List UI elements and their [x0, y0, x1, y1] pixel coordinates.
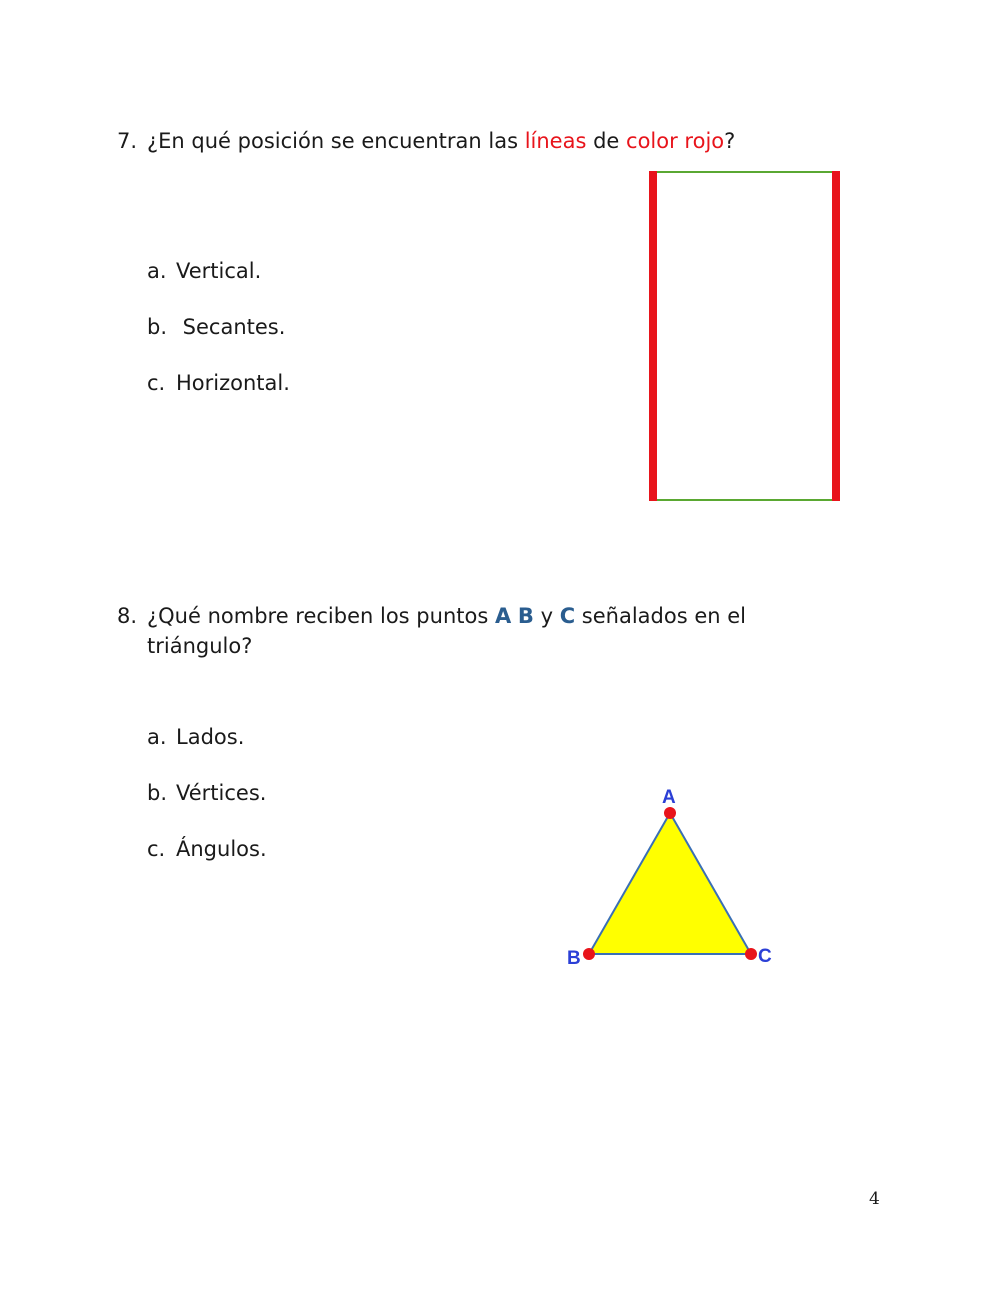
option-letter: b.	[147, 315, 168, 339]
question-7-number: 7.	[117, 129, 138, 153]
vertex-c[interactable]	[745, 948, 757, 960]
vertex-label-b: B	[567, 948, 581, 969]
question-7-text-before: ¿En qué posición se encuentran las	[147, 129, 525, 153]
triangle-figure	[567, 787, 772, 969]
question-8-point-a: A	[494, 604, 512, 628]
green-rectangle	[653, 172, 836, 500]
parallel-lines-figure	[649, 171, 840, 501]
option-text: Vertical.	[176, 259, 262, 283]
question-7-highlight-color-rojo: color rojo	[626, 129, 725, 153]
question-7-text-after: ?	[724, 129, 736, 153]
option-text: Vértices.	[176, 781, 267, 805]
yellow-triangle	[589, 813, 751, 954]
option-text: Ángulos.	[176, 837, 267, 861]
option-letter: a.	[147, 259, 167, 283]
option-letter: c.	[147, 371, 166, 395]
option-text: Lados.	[176, 725, 245, 749]
page-number: 4	[869, 1189, 880, 1209]
vertex-label-c: C	[758, 946, 772, 967]
question-7-text-middle: de	[586, 129, 627, 153]
option-letter: b.	[147, 781, 168, 805]
question-7-highlight-lineas: líneas	[524, 129, 587, 153]
question-8-point-c: C	[559, 604, 576, 628]
vertex-label-a: A	[662, 787, 676, 808]
vertex-a[interactable]	[664, 807, 676, 819]
question-8-text-before: ¿Qué nombre reciben los puntos	[147, 604, 495, 628]
option-text: Secantes.	[176, 315, 286, 339]
question-8-point-b: B	[517, 604, 534, 628]
question-8-number: 8.	[117, 604, 138, 628]
option-letter: c.	[147, 837, 166, 861]
vertex-b[interactable]	[583, 948, 595, 960]
option-letter: a.	[147, 725, 167, 749]
red-line-left	[649, 171, 657, 501]
option-text: Horizontal.	[176, 371, 290, 395]
question-8-text-after: señalados en el triángulo?	[147, 604, 746, 658]
red-line-right	[832, 171, 840, 501]
question-8-text-y: y	[533, 604, 560, 628]
